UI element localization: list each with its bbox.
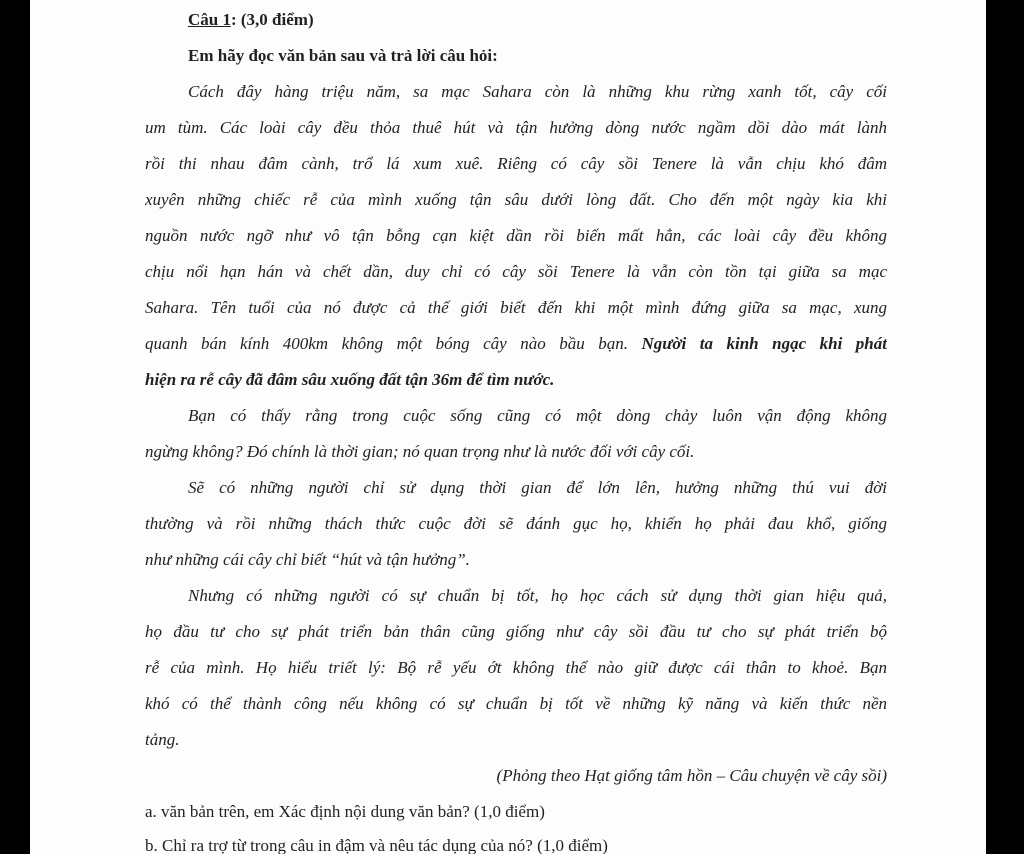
question-a: a. văn bản trên, em Xác định nội dung văn bản? (1,0 điểm) (145, 802, 545, 821)
passage-line: thường và rồi những thách thức cuộc đời sẽ đánh gục họ, khiến họ phải đau khổ, giống (145, 514, 887, 533)
passage-line: rễ của mình. Họ hiểu triết lý: Bộ rễ yếu ớt không thể nào giữ được cái thân to khoẻ. Bạn (145, 658, 887, 677)
question-heading (188, 8, 887, 32)
passage-line: Bạn có thấy rằng trong cuộc sống cũng có một dòng chảy luôn vận động không (188, 406, 887, 425)
passage-line: chịu nổi hạn hán và chết dần, duy chỉ có cây sồi Tenere là vẫn còn tồn tại giữa sa mạc (145, 262, 887, 281)
question-b: b. Chỉ ra trợ từ trong câu in đậm và nêu tác dụng của nó? (1,0 điểm) (145, 836, 608, 854)
passage-line: nguồn nước ngỡ như vô tận bỗng cạn kiệt dần rồi biến mất hẳn, các loài cây đều không (145, 226, 887, 245)
bold-sentence-end: hiện ra rễ cây đã đâm sâu xuống đất tận 36m để tìm nước. (145, 370, 555, 389)
passage-line: như những cái cây chỉ biết “hút và tận hưởng”. (145, 550, 470, 569)
question-score: : (3,0 điểm) (230, 10, 314, 29)
passage-line: họ đầu tư cho sự phát triển bản thân cũng giống như cây sồi đầu tư cho sự phát triển bộ (145, 622, 887, 641)
passage-line: um tùm. Các loài cây đều thỏa thuê hút và tận hưởng dòng nước ngầm dồi dào mát lành (145, 118, 887, 137)
passage-text: quanh bán kính 400km không một bóng cây nào bầu bạn. (145, 334, 642, 353)
passage-line: ngừng không? Đó chính là thời gian; nó quan trọng như là nước đối với cây cối. (145, 442, 695, 461)
passage-line: Cách đây hàng triệu năm, sa mạc Sahara còn là những khu rừng xanh tốt, cây cối (188, 82, 887, 101)
instruction: Em hãy đọc văn bản sau và trả lời câu hỏi: (188, 46, 498, 65)
passage-line: khó có thể thành công nếu không có sự chuẩn bị tốt về những kỹ năng và kiến thức nền (145, 694, 887, 713)
passage-line: tảng. (145, 730, 180, 749)
passage-line: Sahara. Tên tuổi của nó được cả thế giới biết đến khi một mình đứng giữa sa mạc, xung (145, 298, 887, 317)
passage-line: xuyên những chiếc rễ của mình xuống tận sâu dưới lòng đất. Cho đến một ngày kia khi (145, 190, 887, 209)
passage-source: (Phỏng theo Hạt giống tâm hồn – Câu chuyện về cây sồi) (496, 766, 887, 785)
passage-line: rồi thi nhau đâm cành, trổ lá xum xuê. Riêng có cây sồi Tenere là vẫn chịu khó đâm (145, 154, 887, 173)
question-label: Câu 1 (188, 10, 231, 29)
passage-line: Nhưng có những người có sự chuẩn bị tốt, họ học cách sử dụng thời gian hiệu quả, (188, 586, 887, 605)
passage-line-mixed (145, 332, 887, 356)
document-page (30, 0, 986, 854)
passage-line: Sẽ có những người chỉ sử dụng thời gian để lớn lên, hưởng những thú vui đời (188, 478, 887, 497)
bold-sentence-start: Người ta kinh ngạc khi phát (641, 334, 887, 353)
